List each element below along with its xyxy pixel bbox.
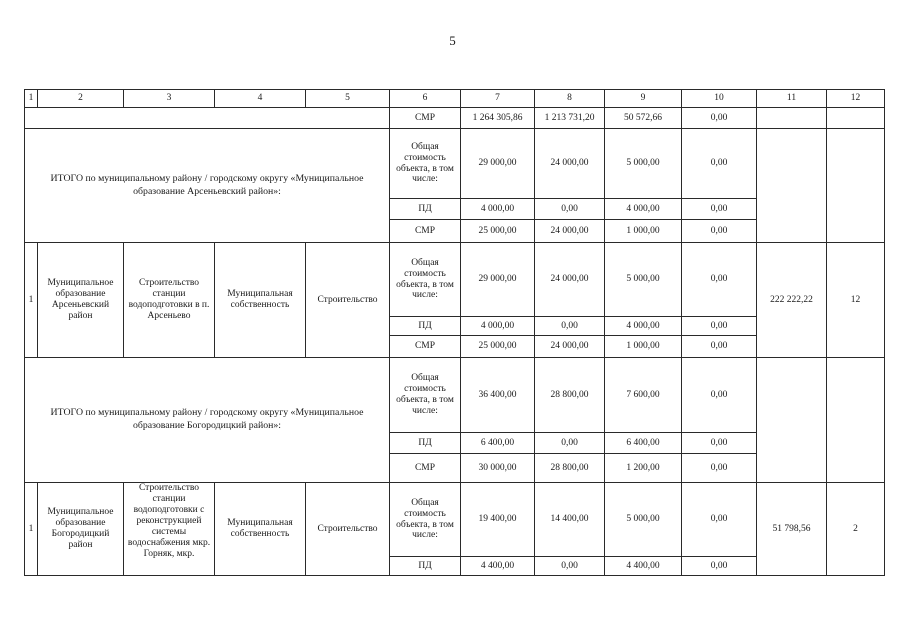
ownership-cell: Муниципальная собственность (215, 483, 306, 576)
district-total-label: ИТОГО по муниципальному району / городскому округу «Муниципальное образование Богородицкий район»: (25, 358, 390, 483)
value-cell: 14 400,00 (535, 483, 605, 557)
empty-cell (827, 108, 885, 129)
value-cell: 6 400,00 (605, 433, 682, 454)
value-cell: 29 000,00 (461, 129, 535, 199)
value-cell: 30 000,00 (461, 454, 535, 483)
cost-type: СМР (390, 336, 461, 358)
district-total-label: ИТОГО по муниципальному району / городскому округу «Муниципальное образование Арсеньевский район»: (25, 129, 390, 243)
value-cell: 25 000,00 (461, 220, 535, 243)
page-number: 5 (449, 33, 456, 48)
value-cell: 7 600,00 (605, 358, 682, 433)
value-cell: 0,00 (682, 557, 757, 576)
cost-type: Общая стоимость объекта, в том числе: (390, 358, 461, 433)
value-cell: 0,00 (682, 454, 757, 483)
ownership-cell: Муниципальная собственность (215, 243, 306, 358)
value-cell: 0,00 (682, 108, 757, 129)
capacity-cell: 222 222,22 (757, 243, 827, 358)
value-cell: 4 000,00 (461, 199, 535, 220)
value-cell: 0,00 (682, 433, 757, 454)
value-cell: 0,00 (535, 433, 605, 454)
header-cell: 7 (461, 90, 535, 108)
empty-cell (25, 108, 390, 129)
object-name-cell: Строительство станции водоподготовки с реконструкцией системы водоснабжения мкр. Горняк, мкр. (124, 483, 215, 576)
cost-type: ПД (390, 557, 461, 576)
value-cell: 5 000,00 (605, 483, 682, 557)
table-row (25, 129, 885, 199)
value-cell: 24 000,00 (535, 129, 605, 199)
value-cell: 6 400,00 (461, 433, 535, 454)
value-cell: 4 400,00 (605, 557, 682, 576)
value-cell: 0,00 (535, 199, 605, 220)
cost-type: ПД (390, 199, 461, 220)
value-cell: 36 400,00 (461, 358, 535, 433)
value-cell: 0,00 (682, 243, 757, 317)
value-cell: 1 000,00 (605, 220, 682, 243)
header-cell: 3 (124, 90, 215, 108)
empty-cell (757, 358, 827, 483)
header-cell: 5 (306, 90, 390, 108)
value-cell: 25 000,00 (461, 336, 535, 358)
cost-type: СМР (390, 108, 461, 129)
cost-type: СМР (390, 454, 461, 483)
header-cell: 6 (390, 90, 461, 108)
value-cell: 4 000,00 (605, 317, 682, 336)
header-row (25, 90, 885, 108)
value-cell: 0,00 (682, 336, 757, 358)
table-row (25, 483, 885, 557)
cost-type: ПД (390, 317, 461, 336)
value-cell: 0,00 (682, 483, 757, 557)
cost-type: ПД (390, 433, 461, 454)
value-cell: 0,00 (682, 129, 757, 199)
row-number: 1 (25, 483, 38, 576)
row-number: 1 (25, 243, 38, 358)
cost-type: Общая стоимость объекта, в том числе: (390, 483, 461, 557)
count-cell: 2 (827, 483, 885, 576)
value-cell: 1 213 731,20 (535, 108, 605, 129)
value-cell: 0,00 (535, 317, 605, 336)
value-cell: 28 800,00 (535, 358, 605, 433)
value-cell: 28 800,00 (535, 454, 605, 483)
budget-table (24, 89, 885, 576)
value-cell: 0,00 (682, 317, 757, 336)
object-name-cell: Строительство станции водоподготовки в п. Арсеньево (124, 243, 215, 358)
value-cell: 5 000,00 (605, 129, 682, 199)
value-cell: 4 400,00 (461, 557, 535, 576)
value-cell: 0,00 (682, 358, 757, 433)
header-cell: 9 (605, 90, 682, 108)
capacity-cell: 51 798,56 (757, 483, 827, 576)
cost-type: Общая стоимость объекта, в том числе: (390, 243, 461, 317)
work-type-cell: Строительство (306, 243, 390, 358)
cost-type: Общая стоимость объекта, в том числе: (390, 129, 461, 199)
header-cell: 4 (215, 90, 306, 108)
value-cell: 19 400,00 (461, 483, 535, 557)
empty-cell (757, 129, 827, 243)
value-cell: 1 200,00 (605, 454, 682, 483)
value-cell: 24 000,00 (535, 243, 605, 317)
count-cell: 12 (827, 243, 885, 358)
table-row (25, 358, 885, 433)
header-cell: 10 (682, 90, 757, 108)
header-cell: 11 (757, 90, 827, 108)
empty-cell (827, 358, 885, 483)
value-cell: 1 000,00 (605, 336, 682, 358)
value-cell: 0,00 (682, 199, 757, 220)
table-row (25, 108, 885, 129)
value-cell: 4 000,00 (605, 199, 682, 220)
value-cell: 24 000,00 (535, 220, 605, 243)
header-cell: 12 (827, 90, 885, 108)
value-cell: 1 264 305,86 (461, 108, 535, 129)
cost-type: СМР (390, 220, 461, 243)
value-cell: 0,00 (682, 220, 757, 243)
value-cell: 50 572,66 (605, 108, 682, 129)
header-cell: 1 (25, 90, 38, 108)
work-type-cell: Строительство (306, 483, 390, 576)
header-cell: 2 (38, 90, 124, 108)
value-cell: 29 000,00 (461, 243, 535, 317)
municipality-cell: Муниципальное образование Арсеньевский район (38, 243, 124, 358)
value-cell: 5 000,00 (605, 243, 682, 317)
value-cell: 4 000,00 (461, 317, 535, 336)
table-row (25, 243, 885, 317)
empty-cell (757, 108, 827, 129)
value-cell: 0,00 (535, 557, 605, 576)
municipality-cell: Муниципальное образование Богородицкий район (38, 483, 124, 576)
header-cell: 8 (535, 90, 605, 108)
empty-cell (827, 129, 885, 243)
value-cell: 24 000,00 (535, 336, 605, 358)
